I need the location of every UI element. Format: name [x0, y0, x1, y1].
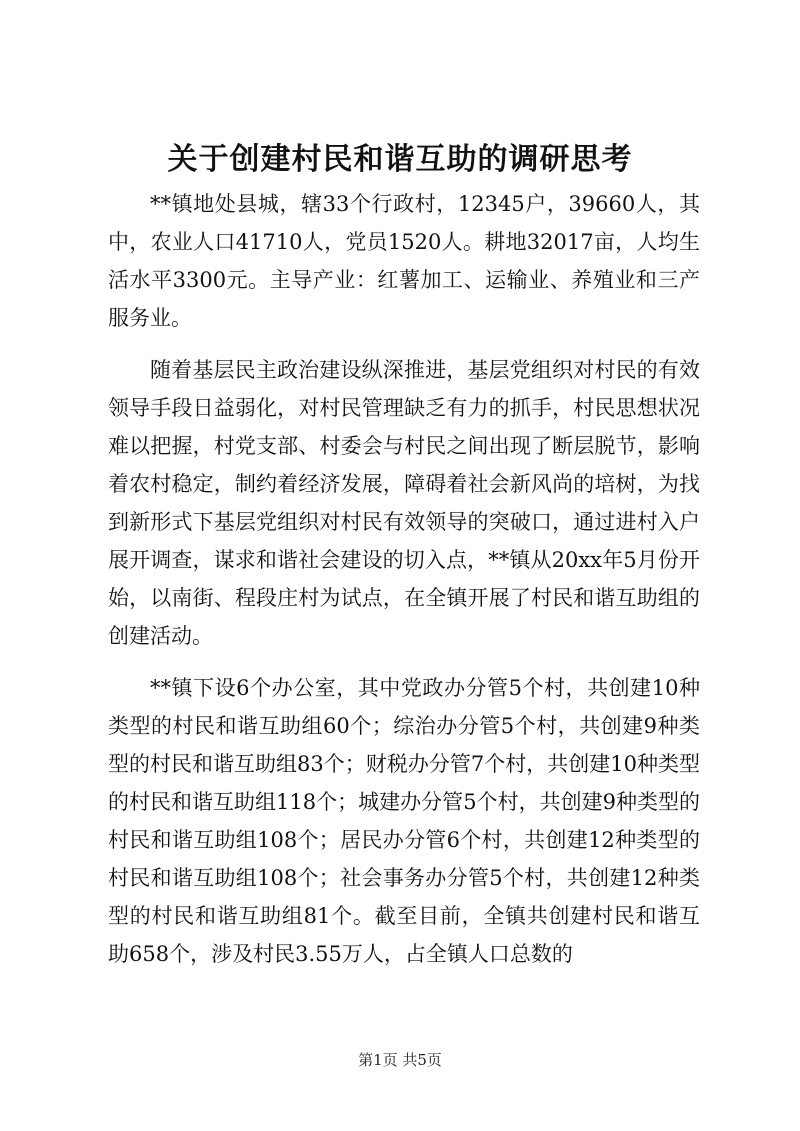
paragraph-background: 随着基层民主政治建设纵深推进，基层党组织对村民的有效领导手段日益弱化，对村民管理缺乏有力的抓手，村民思想状况难以把握，村党支部、村委会与村民之间出现了断层脱节，影响着农村稳定，制约着经济发展，障碍着社会新风尚的培树，为找到新形式下基层党组织对村民有效领导的突破口，通过进村入户展开调查，谋求和谐社会建设的切入点，**镇从20xx年5月份开始，以南街、程段庄村为试点，在全镇开展了村民和谐互助组的创建活动。	[108, 358, 700, 648]
document-body	[108, 185, 700, 987]
paragraph-overview: **镇地处县城，辖33个行政村，12345户，39660人，其中，农业人口41710人，党员1520人。耕地32017亩，人均生活水平3300元。主导产业：红薯加工、运输业、养殖业和三产服务业。	[108, 192, 700, 330]
document-title: 关于创建村民和谐互助的调研思考	[167, 142, 633, 177]
paragraph-statistics: **镇下设6个办公室，其中党政办分管5个村，共创建10种类型的村民和谐互助组60个；综治办分管5个村，共创建9种类型的村民和谐互助组83个；财税办分管7个村，共创建10种类型的村民和谐互助组118个；城建办分管5个村，共创建9种类型的村民和谐互助组108个；居民办分管6个村，共创建12种类型的村民和谐互助组108个；社会事务办分管5个村，共创建12种类型的村民和谐互助组81个。截至目前，全镇共创建村民和谐互助658个，涉及村民3.55万人，占全镇人口总数的	[108, 676, 700, 966]
page-footer: 第1页 共5页	[358, 1051, 442, 1069]
